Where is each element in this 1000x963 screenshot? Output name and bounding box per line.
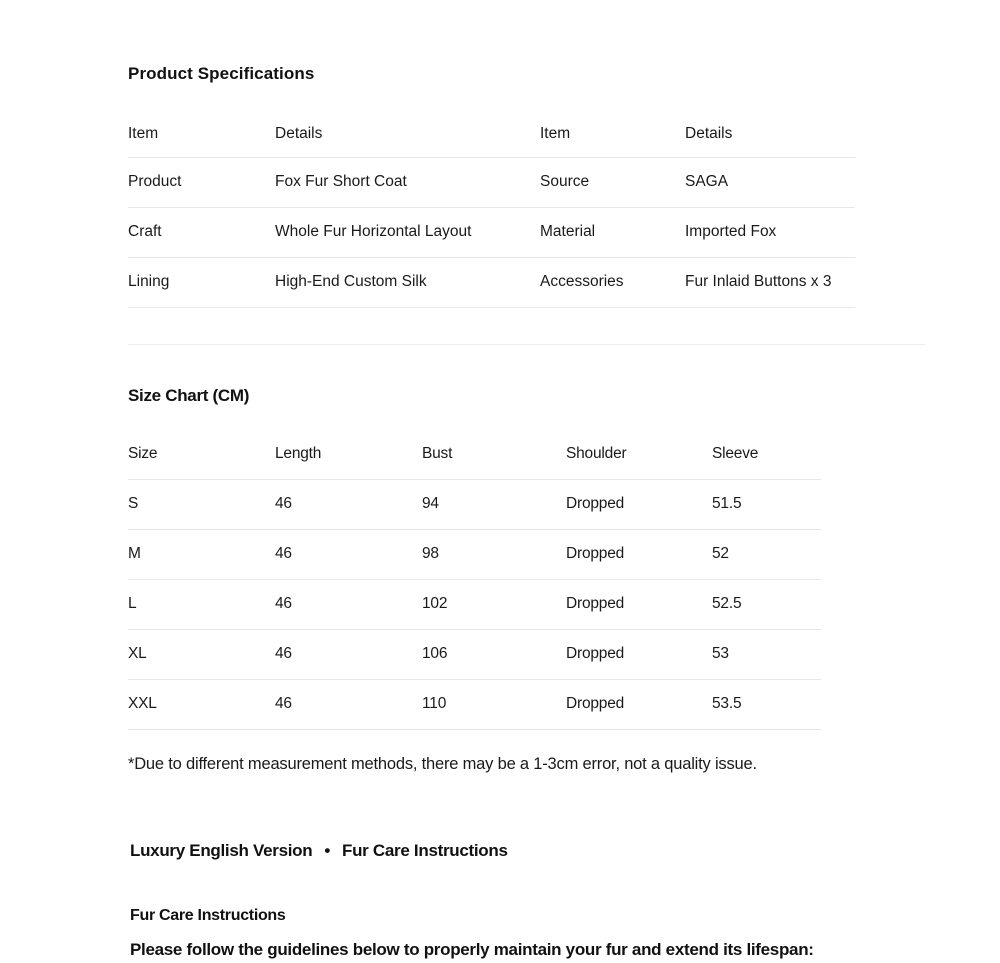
- size-cell: 102: [422, 595, 448, 612]
- size-cell: 46: [275, 645, 292, 662]
- spec-cell-label: Material: [540, 223, 596, 240]
- size-header-row: [128, 429, 821, 479]
- size-col-header: Size: [128, 444, 158, 462]
- spec-col-header: Item: [540, 125, 571, 143]
- table-row: [128, 679, 821, 729]
- spec-cell-value: Fur Inlaid Buttons x 3: [685, 273, 832, 290]
- size-cell: 46: [275, 545, 292, 562]
- spec-cell-label: Craft: [128, 223, 162, 240]
- care-header-right: Fur Care Instructions: [342, 841, 508, 860]
- product-specifications-title: Product Specifications: [128, 64, 315, 83]
- size-cell: 94: [422, 495, 439, 512]
- section-divider: [128, 344, 925, 345]
- size-cell: 46: [275, 695, 292, 712]
- spec-cell-value: Whole Fur Horizontal Layout: [275, 223, 472, 240]
- spec-col-header: Details: [275, 125, 323, 143]
- size-cell: 106: [422, 645, 448, 662]
- spec-cell-label: Accessories: [540, 273, 624, 290]
- care-intro: Please follow the guidelines below to properly maintain your fur and extend its lifespan:: [130, 940, 814, 959]
- size-col-header: Length: [275, 444, 322, 462]
- spec-cell-value: Imported Fox: [685, 223, 777, 240]
- table-row: [128, 529, 821, 579]
- table-row: [128, 479, 821, 529]
- care-subtitle: Fur Care Instructions: [130, 907, 286, 924]
- table-row: [128, 157, 855, 207]
- size-cell: Dropped: [566, 495, 625, 512]
- size-cell: 52: [712, 545, 729, 562]
- size-cell: XXL: [128, 695, 157, 712]
- spec-col-header: Item: [128, 125, 159, 143]
- care-header-line: [130, 841, 508, 861]
- size-cell: 52.5: [712, 595, 742, 612]
- spec-cell-label: Lining: [128, 273, 170, 290]
- size-cell: Dropped: [566, 695, 625, 712]
- table-row: [128, 579, 821, 629]
- size-col-header: Shoulder: [566, 444, 627, 462]
- spec-cell-value: SAGA: [685, 173, 729, 190]
- size-col-header: Bust: [422, 444, 453, 462]
- spec-cell-value: Fox Fur Short Coat: [275, 173, 407, 190]
- size-cell: S: [128, 495, 139, 512]
- dot-separator-icon: •: [324, 841, 330, 860]
- size-cell: Dropped: [566, 545, 625, 562]
- size-cell: 51.5: [712, 495, 742, 512]
- table-row: [128, 629, 821, 679]
- size-cell: Dropped: [566, 645, 625, 662]
- size-cell: XL: [128, 645, 147, 662]
- spec-cell-label: Source: [540, 173, 590, 190]
- spec-header-row: [128, 112, 855, 157]
- size-cell: L: [128, 595, 137, 612]
- spec-col-header: Details: [685, 125, 733, 143]
- size-cell: 46: [275, 495, 292, 512]
- table-row: [128, 257, 855, 307]
- measurement-note: *Due to different measurement methods, there may be a 1-3cm error, not a quality issue.: [128, 755, 757, 773]
- size-cell: 53.5: [712, 695, 742, 712]
- size-col-header: Sleeve: [712, 444, 759, 462]
- spec-table: [128, 112, 855, 308]
- spec-cell-label: Product: [128, 173, 182, 190]
- size-cell: 53: [712, 645, 729, 662]
- size-cell: M: [128, 545, 141, 562]
- size-chart-title: Size Chart (CM): [128, 386, 250, 405]
- size-cell: 46: [275, 595, 292, 612]
- size-cell: 98: [422, 545, 439, 562]
- size-cell: 110: [422, 695, 447, 712]
- table-row: [128, 207, 855, 257]
- size-chart-table: [128, 429, 821, 730]
- size-cell: Dropped: [566, 595, 625, 612]
- spec-cell-value: High-End Custom Silk: [275, 273, 427, 290]
- care-header-left: Luxury English Version: [130, 841, 313, 860]
